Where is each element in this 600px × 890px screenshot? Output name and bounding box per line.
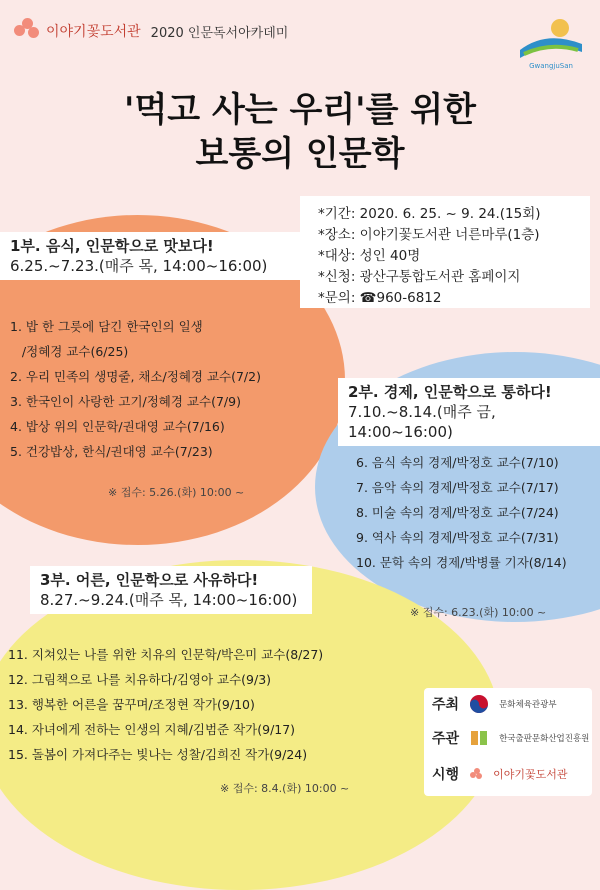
title-line1: '먹고 사는 우리'를 위한 <box>124 90 476 130</box>
organizer-org: 한국출판문화산업진흥원 <box>499 734 590 744</box>
part2-title: 2부. 경제, 인문학으로 통하다! <box>348 383 552 401</box>
list-item: 1. 밥 한 그릇에 담긴 한국인의 일생 <box>10 319 203 334</box>
host-label: 주최 <box>432 697 460 713</box>
part2-banner <box>338 378 600 446</box>
book-icon <box>469 729 489 747</box>
list-item: 13. 행복한 어른을 꿈꾸며/조정현 작가(9/10) <box>8 697 255 712</box>
list-item: 3. 한국인이 사랑한 고기/정혜경 교수(7/9) <box>10 394 241 409</box>
info-apply: *신청: 광산구통합도서관 홈페이지 <box>318 269 521 285</box>
part2-dates: 7.10.~8.14.(매주 금, 14:00~16:00) <box>348 403 496 441</box>
executor-org: 이야기꽃도서관 <box>493 768 568 781</box>
list-item: 9. 역사 속의 경제/박정호 교수(7/31) <box>356 530 559 545</box>
info-place: *장소: 이야기꽃도서관 너른마루(1층) <box>318 227 540 243</box>
part3-banner <box>30 566 312 614</box>
list-item: 6. 음식 속의 경제/박정호 교수(7/10) <box>356 455 559 470</box>
part2-notice: ※ 접수: 6.23.(화) 10:00 ~ <box>410 606 547 619</box>
part3-dates: 8.27.~9.24.(매주 목, 14:00~16:00) <box>40 591 298 609</box>
taegeuk-icon <box>469 694 489 714</box>
info-target: *대상: 성인 40명 <box>318 248 421 264</box>
academy-title: 2020 인문독서아카데미 <box>150 25 289 41</box>
gwangsan-logo <box>516 12 586 72</box>
list-item: 7. 음악 속의 경제/박정호 교수(7/17) <box>356 480 559 495</box>
part1-notice: ※ 접수: 5.26.(화) 10:00 ~ <box>108 486 245 499</box>
executor-label: 시행 <box>432 767 460 783</box>
info-contact: *문의: ☎960-6812 <box>318 290 442 306</box>
part1-title: 1부. 음식, 인문학으로 맛보다! <box>10 237 214 255</box>
info-period: *기간: 2020. 6. 25. ~ 9. 24.(15회) <box>318 206 541 222</box>
part3-notice: ※ 접수: 8.4.(화) 10:00 ~ <box>220 782 350 795</box>
flower-icon <box>14 18 40 44</box>
library-logo <box>14 18 288 44</box>
list-item: 10. 문학 속의 경제/박병률 기자(8/14) <box>356 555 567 570</box>
list-item: 15. 돌봄이 가져다주는 빛나는 성찰/김희진 작가(9/24) <box>8 747 308 762</box>
list-item: 12. 그림책으로 나를 치유하다/김영아 교수(9/3) <box>8 672 272 687</box>
organizer-label: 주관 <box>432 731 460 747</box>
list-item: 4. 밥상 위의 인문학/권대영 교수(7/16) <box>10 419 225 434</box>
list-item: 11. 지쳐있는 나를 위한 치유의 인문학/박은미 교수(8/27) <box>8 647 324 662</box>
page-title <box>0 88 600 176</box>
list-item: 8. 미술 속의 경제/박정호 교수(7/24) <box>356 505 559 520</box>
info-box <box>300 196 590 308</box>
host-org: 문화체육관광부 <box>499 700 557 710</box>
flower-icon <box>469 767 483 781</box>
title-line2: 보통의 인문학 <box>195 134 405 174</box>
part2-list <box>356 450 567 575</box>
logo-text: 이야기꽃도서관 <box>46 24 141 40</box>
part3-list <box>8 642 323 767</box>
list-item: 2. 우리 민족의 생명줄, 채소/정혜경 교수(7/2) <box>10 369 261 384</box>
part1-banner <box>0 232 302 280</box>
part1-dates: 6.25.~7.23.(매주 목, 14:00~16:00) <box>10 257 268 275</box>
sponsor-box <box>424 688 592 796</box>
right-logo-text: GwangjuSan <box>529 62 573 70</box>
part3-title: 3부. 어른, 인문학으로 사유하다! <box>40 571 259 589</box>
list-item: 14. 자녀에게 전하는 인생의 지혜/김범준 작가(9/17) <box>8 722 296 737</box>
part1-list <box>10 314 261 464</box>
list-item: 5. 건강밥상, 한식/권대영 교수(7/23) <box>10 444 213 459</box>
list-item: /정혜경 교수(6/25) <box>10 344 129 359</box>
